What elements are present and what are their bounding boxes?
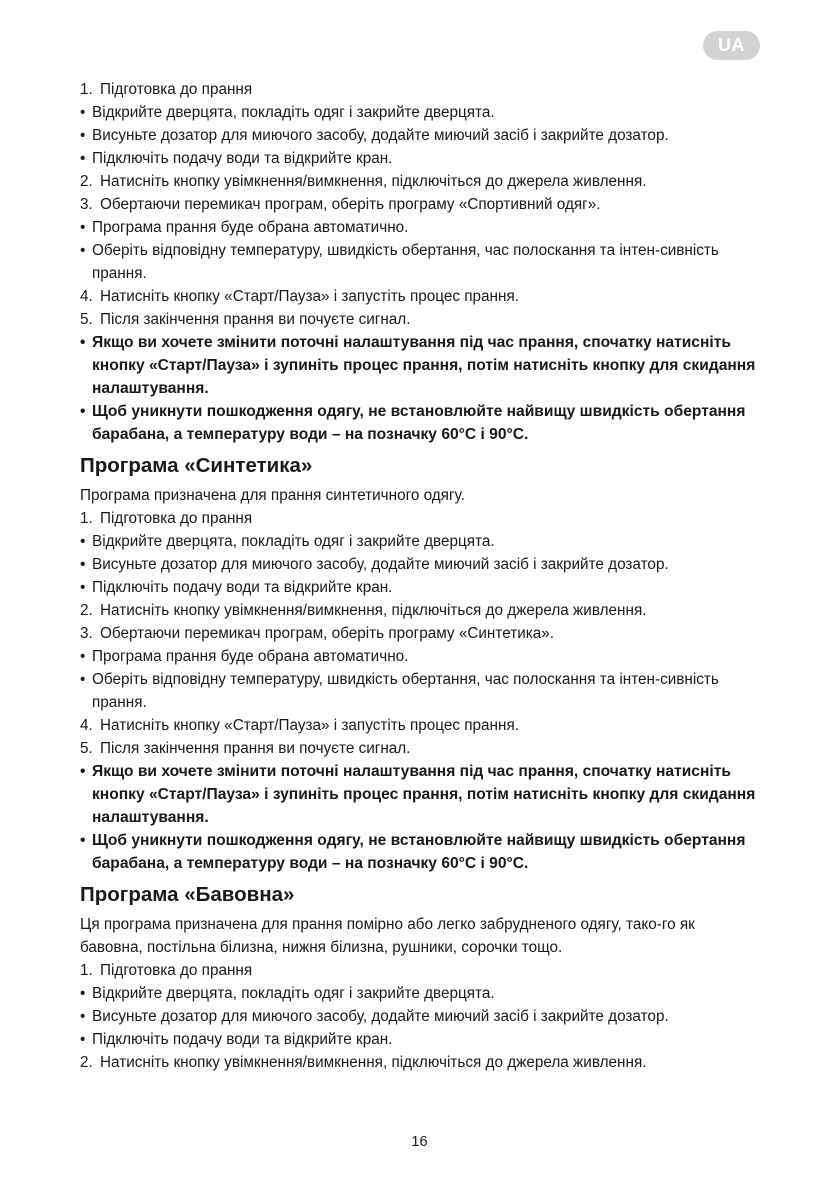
numbered-step — [80, 959, 760, 982]
list-item-text: Обертаючи перемикач програм, оберіть програму «Спортивний одяг». — [100, 196, 601, 213]
list-marker: • — [80, 985, 86, 1002]
list-marker: 1. — [80, 81, 93, 98]
list-item-text: Програма прання буде обрана автоматично. — [92, 219, 409, 236]
page-number: 16 — [411, 1134, 428, 1150]
bullet-item — [80, 1005, 760, 1028]
bullet-item — [80, 668, 760, 714]
list-item-text: Підключіть подачу води та відкрийте кран. — [92, 1031, 393, 1048]
bullet-item — [80, 147, 760, 170]
list-item-text: Натисніть кнопку увімкнення/вимкнення, підключіться до джерела живлення. — [100, 1054, 647, 1071]
list-item-text: Обертаючи перемикач програм, оберіть програму «Синтетика». — [100, 625, 555, 642]
numbered-step — [80, 622, 760, 645]
list-marker: 2. — [80, 173, 93, 190]
bullet-item — [80, 400, 760, 446]
section-heading-synthetics: Програма «Синтетика» — [80, 454, 313, 477]
bullet-item — [80, 982, 760, 1005]
list-item-text: Якщо ви хочете змінити поточні налаштування під час прання, спочатку натисніть кнопку «Старт/Пауза» і зупиніть процес прання, потім натисніть кнопку для скидання налаштування. — [92, 334, 756, 397]
list-marker: • — [80, 579, 86, 596]
numbered-step — [80, 193, 760, 216]
list-marker: 2. — [80, 1054, 93, 1071]
list-marker: 4. — [80, 288, 93, 305]
list-item-text: Висуньте дозатор для миючого засобу, додайте миючий засіб і закрийте дозатор. — [92, 127, 669, 144]
bullet-item — [80, 101, 760, 124]
numbered-step — [80, 1051, 760, 1074]
list-marker: 3. — [80, 196, 93, 213]
section-intro-synthetics: Програма призначена для прання синтетичного одягу. — [80, 487, 465, 504]
list-item-text: Щоб уникнути пошкодження одягу, не встановлюйте найвищу швидкість обертання барабана, а температуру води – на позначку 60°C і 90°C. — [92, 832, 746, 872]
list-marker: • — [80, 104, 86, 121]
list-item-text: Натисніть кнопку увімкнення/вимкнення, підключіться до джерела живлення. — [100, 602, 647, 619]
list-marker: • — [80, 533, 86, 550]
bullet-item — [80, 576, 760, 599]
numbered-step — [80, 285, 760, 308]
numbered-step — [80, 507, 760, 530]
numbered-step — [80, 78, 760, 101]
bullet-item — [80, 216, 760, 239]
list-item-text: Підготовка до прання — [100, 962, 253, 979]
bullet-item — [80, 331, 760, 400]
list-item-text: Оберіть відповідну температуру, швидкість обертання, час полоскання та інтен-сивність прання. — [92, 242, 719, 282]
list-marker: • — [80, 334, 86, 351]
numbered-step — [80, 737, 760, 760]
list-item-text: Відкрийте дверцята, покладіть одяг і закрийте дверцята. — [92, 104, 495, 121]
language-badge: UA — [703, 31, 760, 60]
list-marker: 5. — [80, 311, 93, 328]
numbered-step — [80, 714, 760, 737]
list-marker: • — [80, 1008, 86, 1025]
list-item-text: Підключіть подачу води та відкрийте кран. — [92, 150, 393, 167]
list-marker: 1. — [80, 962, 93, 979]
list-item-text: Натисніть кнопку «Старт/Пауза» і запустіть процес прання. — [100, 717, 519, 734]
list-item-text: Відкрийте дверцята, покладіть одяг і закрийте дверцята. — [92, 985, 495, 1002]
list-item-text: Підготовка до прання — [100, 510, 253, 527]
list-item-text: Натисніть кнопку увімкнення/вимкнення, підключіться до джерела живлення. — [100, 173, 647, 190]
list-marker: 3. — [80, 625, 93, 642]
bullet-item — [80, 829, 760, 875]
list-marker: 2. — [80, 602, 93, 619]
list-item-text: Після закінчення прання ви почуєте сигнал. — [100, 311, 411, 328]
bullet-item — [80, 124, 760, 147]
list-item-text: Програма прання буде обрана автоматично. — [92, 648, 409, 665]
list-marker: • — [80, 150, 86, 167]
list-marker: 1. — [80, 510, 93, 527]
list-marker: • — [80, 219, 86, 236]
bullet-item — [80, 760, 760, 829]
list-item-text: Висуньте дозатор для миючого засобу, додайте миючий засіб і закрийте дозатор. — [92, 556, 669, 573]
list-marker: • — [80, 242, 86, 259]
list-marker: • — [80, 556, 86, 573]
list-item-text: Підключіть подачу води та відкрийте кран. — [92, 579, 393, 596]
list-marker: • — [80, 127, 86, 144]
list-item-text: Підготовка до прання — [100, 81, 253, 98]
list-item-text: Якщо ви хочете змінити поточні налаштування під час прання, спочатку натисніть кнопку «Старт/Пауза» і зупиніть процес прання, потім натисніть кнопку для скидання налаштування. — [92, 763, 756, 826]
numbered-step — [80, 599, 760, 622]
list-marker: • — [80, 648, 86, 665]
list-item-text: Відкрийте дверцята, покладіть одяг і закрийте дверцята. — [92, 533, 495, 550]
list-item-text: Натисніть кнопку «Старт/Пауза» і запустіть процес прання. — [100, 288, 519, 305]
section-intro-cotton: Ця програма призначена для прання помірно або легко забрудненого одягу, тако-го як бавовна, постільна білизна, нижня білизна, рушники, сорочки тощо. — [80, 916, 695, 956]
list-marker: • — [80, 1031, 86, 1048]
list-marker: 5. — [80, 740, 93, 757]
numbered-step — [80, 170, 760, 193]
numbered-step — [80, 308, 760, 331]
bullet-item — [80, 645, 760, 668]
document-body — [80, 78, 760, 1074]
list-item-text: Оберіть відповідну температуру, швидкість обертання, час полоскання та інтен-сивність прання. — [92, 671, 719, 711]
bullet-item — [80, 239, 760, 285]
list-marker: • — [80, 403, 86, 420]
bullet-item — [80, 530, 760, 553]
list-item-text: Висуньте дозатор для миючого засобу, додайте миючий засіб і закрийте дозатор. — [92, 1008, 669, 1025]
bullet-item — [80, 553, 760, 576]
list-marker: 4. — [80, 717, 93, 734]
section-sport-steps — [80, 78, 760, 446]
bullet-item — [80, 1028, 760, 1051]
list-marker: • — [80, 763, 86, 780]
list-item-text: Щоб уникнути пошкодження одягу, не встановлюйте найвищу швидкість обертання барабана, а температуру води – на позначку 60°C і 90°C. — [92, 403, 746, 443]
list-item-text: Після закінчення прання ви почуєте сигнал. — [100, 740, 411, 757]
section-synthetics-steps — [80, 507, 760, 875]
list-marker: • — [80, 832, 86, 849]
section-cotton-steps — [80, 959, 760, 1074]
section-heading-cotton: Програма «Бавовна» — [80, 883, 295, 906]
list-marker: • — [80, 671, 86, 688]
